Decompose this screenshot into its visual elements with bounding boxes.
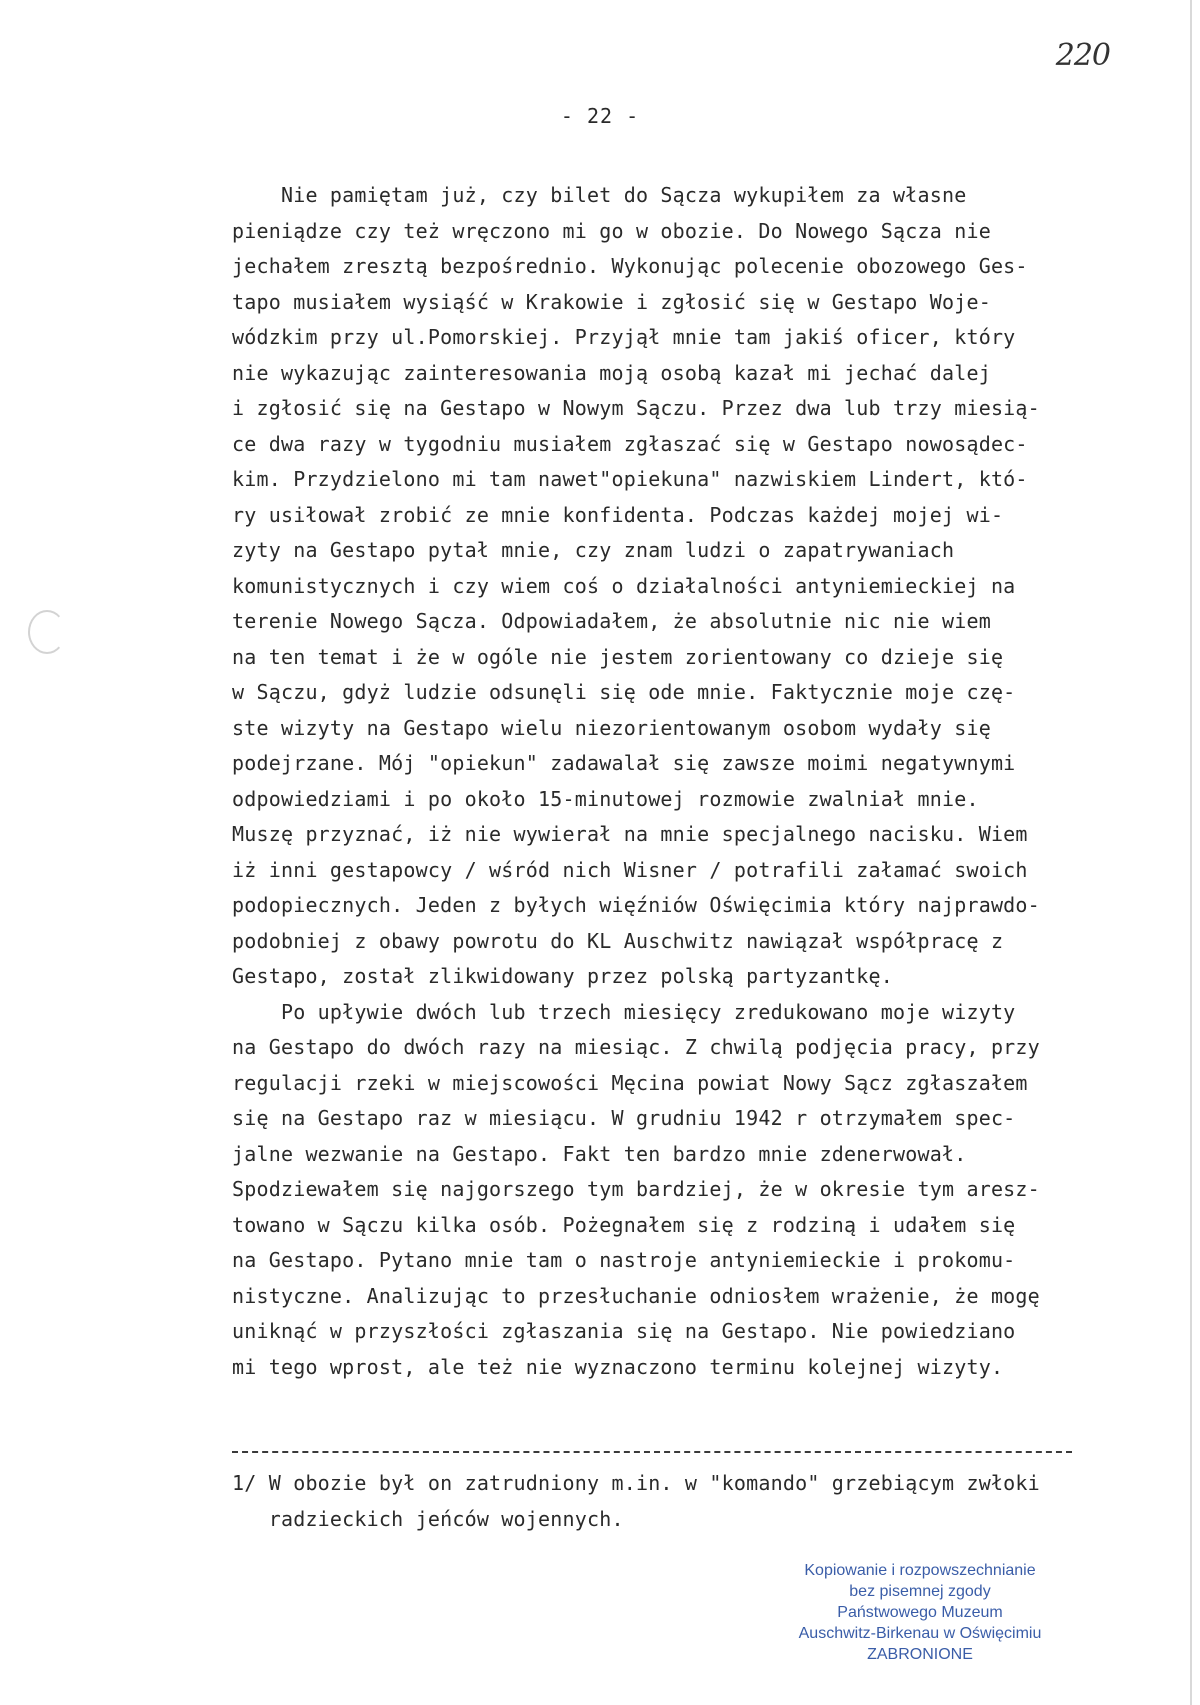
text-line: terenie Nowego Sącza. Odpowiadałem, że absolutnie nic nie wiem [232,609,991,633]
text-line: ce dwa razy w tygodniu musiałem zgłaszać się w Gestapo nowosądec- [232,431,1028,456]
text-line: Gestapo, został zlikwidowany przez polską partyzantkę. [232,964,894,988]
text-line: towano w Sączu kilka osób. Pożegnałem się z rodziną i udałem się [232,1212,1016,1237]
text-line: na Gestapo do dwóch razy na miesiąc. Z chwilą podjęcia pracy, przy [232,1035,1040,1059]
text-line: wódzkim przy ul.Pomorskiej. Przyjął mnie tam jakiś oficer, który [232,325,1016,349]
text-line: się na Gestapo raz w miesiącu. W grudniu 1942 r otrzymałem spec- [232,1106,1016,1130]
text-line: nie wykazując zainteresowania moją osobą kazał mi jechać dalej [232,360,991,385]
text-line: podejrzane. Mój "opiekun" zadawalał się zawsze moimi negatywnymi [232,751,1016,775]
body-text [232,178,1092,1385]
text-line: Muszę przyznać, iż nie wywierał na mnie specjalnego nacisku. Wiem [232,822,1028,846]
text-line: na Gestapo. Pytano mnie tam o nastroje antyniemieckie i prokomu- [232,1248,1016,1272]
text-line: pieniądze czy też wręczono mi go w obozie. Do Nowego Sącza nie [232,218,991,243]
text-line: Po upływie dwóch lub trzech miesięcy zredukowano moje wizyty [232,999,1016,1024]
text-line: jechałem zresztą bezpośrednio. Wykonując polecenie obozowego Ges- [232,254,1028,278]
footnote [232,1466,1112,1537]
text-line: ste wizyty na Gestapo wielu niezorientowanym osobom wydały się [232,715,991,740]
text-line: podobniej z obawy powrotu do KL Auschwitz nawiązał współpracę z [232,928,1004,953]
text-line: uniknąć w przyszłości zgłaszania się na Gestapo. Nie powiedziano [232,1319,1016,1343]
copyright-stamp [770,1560,1070,1665]
footnote-separator [232,1451,1072,1453]
punch-hole-mark [28,610,66,654]
text-line: nistyczne. Analizując to przesłuchanie odniosłem wrażenie, że mogę [232,1283,1040,1308]
text-line: zyty na Gestapo pytał mnie, czy znam ludzi o zapatrywaniach [232,538,955,562]
stamp-line: Kopiowanie i rozpowszechnianie [804,1562,1036,1579]
text-line: regulacji rzeki w miejscowości Męcina powiat Nowy Sącz zgłaszałem [232,1070,1028,1095]
text-line: w Sączu, gdyż ludzie odsunęli się ode mnie. Faktycznie moje czę- [232,680,1016,704]
stamp-line: Państwowego Muzeum [837,1604,1003,1621]
text-line: iż inni gestapowcy / wśród nich Wisner / potrafili załamać swoich [232,857,1028,882]
footnote-line: 1/ W obozie był on zatrudniony m.in. w "komando" grzebiącym zwłoki [232,1471,1040,1495]
stamp-line: bez pisemnej zgody [849,1583,991,1600]
text-line: komunistycznych i czy wiem coś o działalności antyniemieckiej na [232,573,1016,598]
page-edge [1190,0,1192,1705]
text-line: kim. Przydzielono mi tam nawet"opiekuna" nazwiskiem Lindert, któ- [232,467,1028,491]
text-line: mi tego wprost, ale też nie wyznaczono terminu kolejnej wizyty. [232,1354,1004,1379]
text-line: jalne wezwanie na Gestapo. Fakt ten bardzo mnie zdenerwował. [232,1141,967,1166]
stamp-line: Auschwitz-Birkenau w Oświęcimiu [798,1625,1042,1642]
archive-page-number: 220 [1055,38,1110,73]
text-line: na ten temat i że w ogóle nie jestem zorientowany co dzieje się [232,644,1004,669]
text-line: podopiecznych. Jeden z byłych więźniów Oświęcimia który najprawdo- [232,893,1040,917]
text-line: odpowiedziami i po około 15-minutowej rozmowie zwalniał mnie. [232,786,979,811]
page-number: - 22 - [560,104,640,128]
text-line: ry usiłował zrobić ze mnie konfidenta. Podczas każdej mojej wi- [232,502,1004,527]
footnote-line: radzieckich jeńców wojennych. [232,1506,624,1531]
text-line: Spodziewałem się najgorszego tym bardziej, że w okresie tym aresz- [232,1177,1040,1201]
text-line: Nie pamiętam już, czy bilet do Sącza wykupiłem za własne [232,183,967,207]
text-line: i zgłosić się na Gestapo w Nowym Sączu. Przez dwa lub trzy miesią- [232,396,1040,420]
stamp-line: ZABRONIONE [867,1646,973,1663]
text-line: tapo musiałem wysiąść w Krakowie i zgłosić się w Gestapo Woje- [232,289,991,314]
